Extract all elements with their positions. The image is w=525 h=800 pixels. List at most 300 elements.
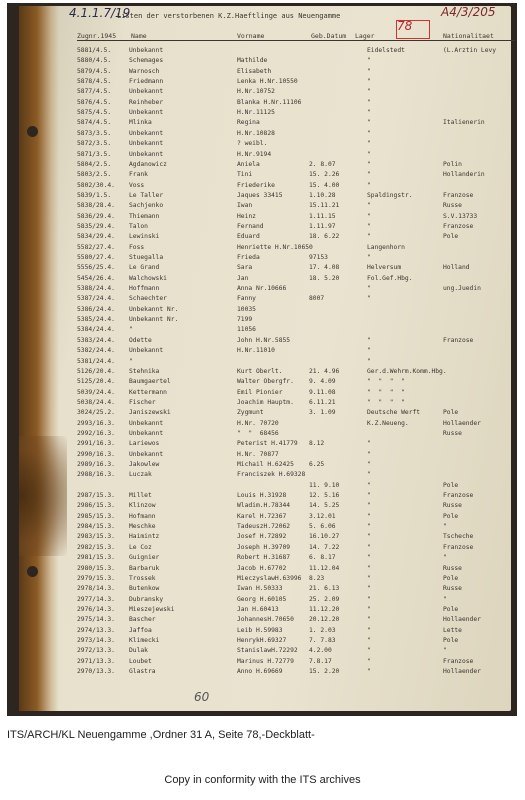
cell-nat: Pole (443, 409, 459, 417)
cell-nr: 5803/2.5. (77, 171, 112, 179)
cell-nr: 5876/4.5. (77, 98, 112, 106)
cell-lager: Ger.d.Wehrm.Komm.Hbg. (367, 367, 447, 375)
cell-nat: Russe (443, 585, 462, 593)
cell-nr: 2980/15.3. (77, 564, 115, 572)
cell-lager: Spaldingstr. (367, 191, 413, 199)
cell-geb: 21. 4.96 (309, 367, 340, 375)
cell-vorname: Sara (237, 264, 253, 272)
cell-lager: " (367, 57, 371, 65)
handwritten-top-right: A4/3/205 (441, 5, 496, 19)
cell-nr: 5039/24.4. (77, 388, 115, 396)
cell-vorname: Robert H.31687 (237, 554, 291, 562)
cell-nr: 2976/14.3. (77, 605, 115, 613)
cell-name: Foss (129, 243, 145, 251)
cell-vorname: Franciszek H.69328 (237, 471, 306, 479)
cell-nat: Pole (443, 512, 459, 520)
cell-geb: 11.12.20 (309, 605, 340, 613)
cell-lager: " (367, 171, 371, 179)
cell-name: Thiemann (129, 212, 160, 220)
cell-vorname: Michail H.62425 (237, 461, 294, 468)
cell-geb: 3.12.01 (309, 512, 336, 520)
cell-lager: " (367, 336, 371, 344)
cell-nr: 5836/29.4. (77, 212, 115, 220)
cell-nat: Franzose (443, 543, 474, 551)
cell-vorname: H.Nr.11010 (237, 347, 275, 355)
cell-name: Unbekannt (129, 88, 164, 96)
cell-nat: Italienerin (443, 119, 485, 127)
cell-nr: 5125/20.4. (77, 378, 115, 386)
cell-nat: Franzose (443, 492, 474, 500)
cell-name: Hofmann (129, 512, 156, 520)
cell-nr: 5834/29.4. (77, 233, 115, 241)
archive-caption: ITS/ARCH/KL Neuengamme ,Ordner 31 A, Seite 78,-Deckblatt- (7, 729, 315, 741)
cell-nr: 5873/3.5. (77, 129, 112, 137)
cell-lager: " (367, 254, 371, 261)
cell-name: Jaffoa (129, 626, 152, 634)
punch-hole (27, 566, 38, 577)
cell-name: Glastra (129, 668, 156, 675)
cell-nat: Franzose (443, 191, 474, 199)
cell-geb: 1.11.15 (309, 212, 336, 220)
cell-name: Unbekannt (129, 129, 164, 137)
cell-nr: 2985/15.3. (77, 512, 115, 520)
cell-lager: " " " " (367, 398, 405, 406)
cell-name: Schemages (129, 57, 164, 65)
cell-vorname: Marinus H.72779 (237, 657, 294, 665)
cell-lager: " " " " (367, 388, 405, 396)
cell-nr: 5580/27.4. (77, 254, 115, 261)
cell-geb: 6.11.21 (309, 398, 336, 406)
cell-nat: Pole (443, 574, 459, 582)
cell-name: Butenkow (129, 585, 160, 593)
cell-nr: 5126/20.4. (77, 367, 115, 375)
cell-nr: 5835/29.4. (77, 222, 115, 230)
cell-nat: Hollanderin (443, 171, 485, 179)
cell-nat: Russe (443, 564, 462, 572)
cell-nr: 5382/24.4. (77, 347, 115, 355)
cell-vorname: Jacob H.67702 (237, 564, 287, 572)
cell-vorname: H.Nr. 70877 (237, 450, 279, 458)
cell-name: Warnosch (129, 67, 160, 75)
cell-nr: 2993/16.3. (77, 419, 115, 427)
cell-lager: " (367, 129, 371, 137)
cell-name: Fischer (129, 398, 156, 406)
cell-name: Le Grand (129, 264, 160, 272)
cell-lager: " (367, 636, 371, 644)
cell-nat: Russe (443, 429, 462, 437)
cell-name: Unbekannt Nr. (129, 316, 179, 324)
cell-name: Stehnika (129, 367, 160, 375)
cell-nr: 5381/24.4. (77, 357, 115, 365)
cell-nr: 5802/30.4. (77, 181, 115, 189)
cell-lager: " (367, 492, 371, 500)
cell-nr: 2989/16.3. (77, 461, 115, 468)
cell-vorname: StanislawH.72292 (237, 647, 298, 655)
cell-lager: Fol.Gef.Hbg. (367, 274, 413, 282)
cell-vorname: Louis H.31928 (237, 492, 287, 500)
cell-nr: 2973/14.3. (77, 636, 115, 644)
burn-damage (19, 6, 59, 711)
box-number: 78 (397, 19, 413, 33)
cell-nr: 2971/13.3. (77, 657, 115, 665)
cell-geb: 9. 4.09 (309, 378, 336, 386)
cell-vorname: Emil Pionier (237, 388, 283, 396)
cell-vorname: H.Nr.10828 (237, 129, 275, 137)
cell-lager: " (367, 647, 371, 655)
cell-vorname: Karel H.72367 (237, 512, 287, 520)
cell-name: Unbekannt (129, 347, 164, 355)
cell-lager: " (367, 88, 371, 96)
cell-name: Voss (129, 181, 145, 189)
cell-nr: 5384/24.4. (77, 326, 115, 334)
cell-nr: 2983/15.3. (77, 533, 115, 541)
cell-geb: 97153 (309, 254, 328, 261)
cell-name: Unbekannt (129, 150, 164, 158)
cell-lager: " (367, 616, 371, 624)
cell-name: Lariewos (129, 440, 160, 448)
cell-lager: " (367, 67, 371, 75)
cell-name: Unbekannt (129, 109, 164, 117)
cell-vorname: Friederike (237, 181, 275, 189)
cell-nr: 5878/4.5. (77, 78, 112, 86)
cell-lager: " (367, 502, 371, 510)
cell-lager: " (367, 533, 371, 541)
pencil-note: 60 (194, 690, 210, 704)
cell-geb: 15. 2.26 (309, 171, 340, 179)
cell-nr: 5877/4.5. (77, 88, 112, 96)
cell-vorname: Henriette H.Nr.10650 (237, 243, 313, 251)
cell-geb: 17. 4.08 (309, 264, 340, 272)
cell-geb: 8007 (309, 295, 325, 303)
header-rule (77, 40, 515, 41)
cell-lager: " (367, 564, 371, 572)
cell-vorname: Leib H.59983 (237, 626, 283, 634)
cell-name: Unbekannt (129, 429, 164, 437)
cell-name: Klimecki (129, 636, 160, 644)
cell-vorname: Aniela (237, 160, 260, 168)
cell-vorname: Zygmunt (237, 409, 264, 417)
cell-nr: 5038/24.4. (77, 398, 115, 406)
cell-nat: Russe (443, 502, 462, 510)
cell-vorname: Iwan H.50333 (237, 585, 283, 593)
cell-lager: " (367, 595, 371, 603)
cell-nat: Franzose (443, 222, 474, 230)
cell-geb: 18. 6.22 (309, 233, 340, 241)
cell-vorname: Mathilde (237, 57, 268, 65)
cell-geb: 14. 7.22 (309, 543, 340, 551)
cell-nat: Hollaender (443, 668, 481, 675)
cell-lager: Langenhorn (367, 243, 405, 251)
cell-name: Friedmann (129, 78, 164, 86)
cell-lager: Eidelstedt (367, 47, 405, 54)
cell-lager: " (367, 150, 371, 158)
cell-name: Baumgaertel (129, 378, 171, 386)
cell-vorname: TadeuszH.72062 (237, 523, 291, 531)
cell-name: Haimintz (129, 533, 160, 541)
cell-vorname: 7199 (237, 316, 253, 324)
cell-geb: 16.10.27 (309, 533, 340, 541)
cell-lager: " (367, 471, 371, 479)
cell-lager: " (367, 160, 371, 168)
cell-nr: 2975/14.3. (77, 616, 115, 624)
cell-geb: 11.12.04 (309, 564, 340, 572)
cell-nat: Lette (443, 626, 462, 634)
cell-nat: " (443, 595, 447, 603)
paper-sheet (19, 6, 511, 711)
cell-name: Luczak (129, 471, 152, 479)
cell-name: Reinheber (129, 98, 164, 106)
cell-geb: 1.10.28 (309, 191, 336, 199)
cell-geb: 8.12 (309, 440, 325, 448)
cell-name: Schaechter (129, 295, 167, 303)
cell-name: Agdanowicz (129, 160, 167, 168)
cell-lager: Deutsche Werft (367, 409, 421, 417)
cell-name: Mlinka (129, 119, 152, 127)
cell-nat: Pole (443, 481, 459, 489)
cell-nat: Hollaender (443, 419, 481, 427)
cell-nr: 2977/14.3. (77, 595, 115, 603)
cell-nr: 3024/25.2. (77, 409, 115, 417)
cell-vorname: Joachim Hauptm. (237, 398, 294, 406)
cell-lager: Helversum (367, 264, 402, 272)
cell-nr: 2991/16.3. (77, 440, 115, 448)
cell-name: Lewinski (129, 233, 160, 241)
cell-nr: 2984/15.3. (77, 523, 115, 531)
cell-nr: 5881/4.5. (77, 47, 112, 54)
cell-name: Mieszejewski (129, 605, 175, 613)
cell-lager: " (367, 119, 371, 127)
cell-vorname: Elisabeth (237, 67, 272, 75)
cell-nr: 5804/2.5. (77, 160, 112, 168)
cell-lager: " (367, 626, 371, 634)
cell-name: " (129, 326, 133, 334)
cell-nat: Russe (443, 202, 462, 210)
col-vorname: Vorname (237, 32, 265, 40)
cell-nr: 5839/1.5. (77, 191, 112, 199)
cell-name: Le Coz (129, 543, 152, 551)
cell-vorname: Georg H.60105 (237, 595, 287, 603)
cell-vorname: H.Nr.10752 (237, 88, 275, 96)
cell-lager: " (367, 285, 371, 293)
cell-vorname: Tini (237, 171, 253, 179)
cell-name: Odette (129, 336, 152, 344)
cell-geb: 15. 2.20 (309, 668, 340, 675)
col-nat: Nationalitaet (443, 32, 494, 40)
cell-geb: 18. 5.20 (309, 274, 340, 282)
cell-name: Unbekannt (129, 47, 164, 54)
cell-name: Le Taller (129, 191, 164, 199)
cell-nr: 5383/24.4. (77, 336, 115, 344)
cell-nr: 5454/26.4. (77, 274, 115, 282)
cell-geb: 9.11.08 (309, 388, 336, 396)
scanned-page (7, 3, 517, 716)
cell-name: Frank (129, 171, 148, 179)
cell-vorname: Josef H.72892 (237, 533, 287, 541)
cell-nr: 2979/15.3. (77, 574, 115, 582)
cell-nr: 5386/24.4. (77, 305, 115, 313)
cell-nr: 5838/28.4. (77, 202, 115, 210)
cell-nat: Hollaender (443, 616, 481, 624)
cell-name: Bascher (129, 616, 156, 624)
cell-vorname: Blanka H.Nr.11106 (237, 98, 302, 106)
cell-lager: " (367, 512, 371, 520)
cell-nr: 2986/15.3. (77, 502, 115, 510)
cell-geb: 25. 2.09 (309, 595, 340, 603)
cell-nat: Polin (443, 160, 462, 168)
archive-footer: Copy in conformity with the ITS archives (164, 774, 361, 786)
cell-vorname: MieczyslawH.63996 (237, 574, 302, 582)
cell-name: Meschke (129, 523, 156, 531)
cell-geb: 14. 5.25 (309, 502, 340, 510)
cell-nr: 5874/4.5. (77, 119, 112, 127)
cell-vorname: Fernand (237, 222, 264, 230)
cell-lager: " (367, 554, 371, 562)
cell-vorname: Jan (237, 274, 249, 282)
cell-nr: 5872/3.5. (77, 140, 112, 148)
cell-vorname: Lenka H.Nr.10550 (237, 78, 298, 86)
cell-vorname: Heinz (237, 212, 256, 220)
cell-vorname: H.Nr. 70720 (237, 419, 279, 427)
cell-name: Unbekannt (129, 450, 164, 458)
cell-nr: 5388/24.4. (77, 285, 115, 293)
cell-geb: 7.8.17 (309, 657, 332, 665)
cell-geb: 12. 5.16 (309, 492, 340, 500)
cell-vorname: Kurt Oberlt. (237, 367, 283, 375)
cell-name: Walchowski (129, 274, 167, 282)
cell-vorname: Walter Obergfr. (237, 378, 294, 386)
cell-geb: 15.11.21 (309, 202, 340, 210)
cell-lager: " (367, 78, 371, 86)
cell-nr: 2982/15.3. (77, 543, 115, 551)
cell-lager: " (367, 523, 371, 531)
cell-name: Stuegalla (129, 254, 164, 261)
cell-vorname: 11056 (237, 326, 256, 334)
cell-name: Unbekannt Nr. (129, 305, 179, 313)
cell-nat: Holland (443, 264, 470, 272)
cell-name: Klinzow (129, 502, 156, 510)
cell-lager: " (367, 450, 371, 458)
cell-nat: S.V.13733 (443, 212, 478, 220)
cell-vorname: Anna Nr.10666 (237, 285, 287, 293)
col-geb: Geb.Datum (311, 32, 347, 40)
handwritten-reference: 4.1.1.7/19 (69, 6, 131, 20)
cell-name: " (129, 357, 133, 365)
cell-name: Loubet (129, 657, 152, 665)
cell-geb: 6. 8.17 (309, 554, 336, 562)
cell-nr: 2972/13.3. (77, 647, 115, 655)
cell-lager: " (367, 461, 371, 468)
cell-nat: ung.Juedin (443, 285, 481, 293)
cell-nr: 5556/25.4. (77, 264, 115, 272)
cell-name: Janiszewski (129, 409, 171, 417)
cell-lager: " (367, 440, 371, 448)
cell-geb: 21. 6.13 (309, 585, 340, 593)
cell-geb: 3. 1.09 (309, 409, 336, 417)
cell-geb: 7. 7.83 (309, 636, 336, 644)
cell-lager: " (367, 109, 371, 117)
cell-lager: " (367, 140, 371, 148)
cell-vorname: Peterist H.41779 (237, 440, 298, 448)
cell-nr: 5387/24.4. (77, 295, 115, 303)
cell-nr: 2992/16.3. (77, 429, 115, 437)
cell-geb: 5. 6.06 (309, 523, 336, 531)
cell-lager: " (367, 543, 371, 551)
cell-lager: " " " " (367, 378, 405, 386)
cell-lager: K.Z.Neueng. (367, 419, 409, 427)
cell-lager: " (367, 605, 371, 613)
cell-name: Unbekannt (129, 419, 164, 427)
cell-vorname: JohannesH.70650 (237, 616, 294, 624)
cell-vorname: Jaques 33415 (237, 191, 283, 199)
cell-lager: " (367, 222, 371, 230)
cell-vorname: Frieda (237, 254, 260, 261)
col-name: Name (131, 32, 147, 40)
cell-nr: 2990/16.3. (77, 450, 115, 458)
cell-nr: 5875/4.5. (77, 109, 112, 117)
cell-vorname: Eduard (237, 233, 260, 241)
cell-lager: " (367, 233, 371, 241)
cell-geb: 20.12.20 (309, 616, 340, 624)
cell-lager: " (367, 574, 371, 582)
cell-vorname: 10035 (237, 305, 256, 313)
cell-nat: Tscheche (443, 533, 474, 541)
cell-name: Dulak (129, 647, 148, 655)
col-nr: Zugnr.1945 (77, 32, 117, 40)
cell-nr: 5880/4.5. (77, 57, 112, 65)
cell-geb: 1.11.97 (309, 222, 336, 230)
cell-nat: " (443, 554, 447, 562)
cell-nat: " (443, 647, 447, 655)
cell-nr: 2974/13.3. (77, 626, 115, 634)
cell-name: Sachjenko (129, 202, 164, 210)
cell-name: Kettermann (129, 388, 167, 396)
cell-nr: 2987/15.3. (77, 492, 115, 500)
cell-nr: 2981/15.3. (77, 554, 115, 562)
cell-nat: " (443, 523, 447, 531)
cell-vorname: HenrykH.69327 (237, 636, 287, 644)
cell-vorname: Jan H.60413 (237, 605, 279, 613)
cell-name: Guignier (129, 554, 160, 562)
cell-lager: " (367, 202, 371, 210)
cell-nr: 5879/4.5. (77, 67, 112, 75)
cell-name: Dubransky (129, 595, 164, 603)
cell-nat: (L.Arztin Levy (443, 47, 497, 54)
cell-lager: " (367, 98, 371, 106)
cell-lager: " (367, 657, 371, 665)
cell-vorname: H.Nr.9194 (237, 150, 272, 158)
cell-lager: " (367, 212, 371, 220)
document-title: Listen der verstorbenen K.Z.Haeftlinge aus Neuengamme (117, 12, 341, 20)
cell-lager: " (367, 668, 371, 675)
cell-geb: 8.23 (309, 574, 325, 582)
cell-nat: Franzose (443, 657, 474, 665)
cell-name: Hoffmann (129, 285, 160, 293)
cell-geb: 4.2.00 (309, 647, 332, 655)
cell-nat: Pole (443, 605, 459, 613)
cell-name: Trossek (129, 574, 156, 582)
cell-lager: " (367, 481, 371, 489)
cell-nr: 2978/14.3. (77, 585, 115, 593)
cell-geb: 1. 2.03 (309, 626, 336, 634)
cell-lager: " (367, 295, 371, 303)
cell-nr: 5582/27.4. (77, 243, 115, 251)
cell-name: Unbekannt (129, 140, 164, 148)
cell-vorname: ? weibl. (237, 140, 268, 148)
col-lager: Lager (355, 32, 375, 40)
punch-hole (27, 126, 38, 137)
cell-name: Talon (129, 222, 148, 230)
cell-lager: " (367, 347, 371, 355)
